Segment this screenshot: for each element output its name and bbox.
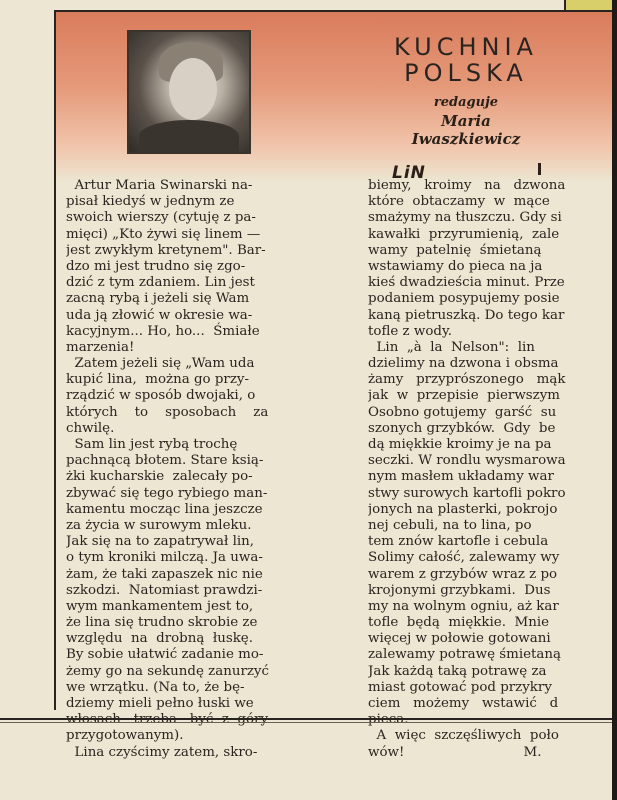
- article-text-line: ciem możemy wstawić d: [368, 696, 559, 711]
- article-text-line: o tym kroniki milczą. Ja uwa-: [66, 550, 263, 566]
- article-text-line: szkodzi. Natomiast prawdzi-: [66, 582, 263, 598]
- article-text-line: kieś dwadzieścia minut. Prze: [368, 275, 565, 291]
- article-text-line: które obtaczamy w mące: [368, 194, 550, 210]
- corner-color-strip: [564, 0, 614, 10]
- article-title: LiN: [392, 163, 426, 183]
- article-text-line: chwilę.: [66, 420, 115, 436]
- article-text-line: stwy surowych kartofli pokro: [368, 485, 566, 501]
- article-text-line: kacyjnym... Ho, ho... Śmiałe: [66, 323, 260, 339]
- article-text-line: Jak się na to zapatrywał lin,: [66, 534, 255, 550]
- byline-edited-by: redaguje: [433, 95, 499, 110]
- article-text-line: żam, że taki zapaszek nic nie: [66, 566, 263, 582]
- article-text-line: miast gotować pod przykry: [368, 679, 552, 695]
- column-header: [56, 12, 612, 182]
- article-text-line: zbywać się tego rybiego man-: [66, 485, 268, 501]
- header-tick-mark: [538, 163, 541, 175]
- column-title-line2: POLSKA: [404, 59, 528, 87]
- article-text-line: warem z grzybów wraz z po: [368, 566, 558, 582]
- article-text-line: podaniem posypujemy posie: [368, 291, 560, 307]
- article-text-line: Zatem jeżeli się „Wam uda: [66, 356, 255, 372]
- article-text-line: że lina się trudno skrobie ze: [66, 615, 258, 631]
- photo-face: [169, 58, 217, 120]
- article-text-line: tofle z wody.: [368, 323, 453, 339]
- article-text-line: szonych grzybków. Gdy be: [368, 420, 556, 436]
- article-text-line: Solimy całość, zalewamy wy: [368, 550, 560, 566]
- article-text-line: my na wolnym ogniu, aż kar: [368, 598, 559, 614]
- editor-byline: [356, 94, 576, 148]
- article-text-line: Lin „à la Nelson": lin: [368, 339, 535, 355]
- article-text-line: żemy go na sekundę zanurzyć: [66, 663, 269, 679]
- article-text-line: kupić lina, można go przy-: [66, 372, 249, 388]
- article-text-line: Lina czyścimy zatem, skro-: [66, 744, 258, 760]
- article-text-line: zacną rybą i jeżeli się Wam: [66, 291, 250, 307]
- article-text-line: pisał kiedyś w jednym ze: [66, 194, 235, 210]
- article-text-line: krojonymi grzybkami. Dus: [368, 582, 551, 598]
- article-text-line: wym mankamentem jest to,: [66, 598, 254, 614]
- article-text-line: żamy przyprószonego mąk: [368, 372, 566, 388]
- article-text-line: dzo mi jest trudno się zgo-: [66, 258, 246, 274]
- article-text-line: A więc szczęśliwych poło: [368, 728, 559, 744]
- bottom-border-thin-rule: [0, 722, 617, 723]
- article-text-line: wamy patelnię śmietaną: [368, 242, 542, 258]
- article-right-column: [368, 178, 614, 761]
- article-text-line: marzenia!: [66, 339, 135, 355]
- article-text-line: nej cebuli, na to lina, po: [368, 517, 532, 533]
- article-text-line: jak w przepisie pierwszym: [368, 388, 560, 404]
- article-text-line: względu na drobną łuskę.: [66, 631, 253, 647]
- article-text-line: nym masłem układamy war: [368, 469, 554, 485]
- article-text-line: swoich wierszy (cytuję z pa-: [66, 210, 256, 226]
- article-text-line: wów! M.: [368, 744, 542, 760]
- article-text-line: zalewamy potrawę śmietaną: [368, 647, 562, 663]
- article-text-line: za życia w surowym mleku.: [66, 517, 252, 533]
- article-text-line: kawałki przyrumienią, zale: [368, 226, 560, 242]
- column-title: [356, 34, 576, 86]
- article-text-line: seczki. W rondlu wysmarowa: [368, 453, 566, 469]
- article-text-line: uda ją złowić w okresie wa-: [66, 307, 253, 323]
- article-text-line: tem znów kartofle i cebula: [368, 534, 549, 550]
- article-text-line: których to sposobach za: [66, 404, 269, 420]
- article-text-line: pachnącą błotem. Stare ksią-: [66, 453, 264, 469]
- article-text-line: wstawiamy do pieca na ja: [368, 258, 543, 274]
- article-text-line: przygotowanym).: [66, 728, 184, 744]
- author-photo: [127, 30, 251, 154]
- article-text-line: rządzić w sposób dwojaki, o: [66, 388, 256, 404]
- article-text-line: kamentu mocząc lina jeszcze: [66, 501, 263, 517]
- article-text-line: więcej w połowie gotowani: [368, 631, 551, 647]
- column-title-line1: KUCHNIA: [394, 33, 538, 61]
- article-text-line: jest zwykłym kretynem". Bar-: [66, 242, 266, 258]
- article-text-line: smażymy na tłuszczu. Gdy si: [368, 210, 562, 226]
- bottom-border-rule: [0, 718, 617, 720]
- article-text-line: mięci) „Kto żywi się linem —: [66, 226, 261, 242]
- article-text-line: we wrzątku. (Na to, że bę-: [66, 679, 245, 695]
- right-page-edge: [612, 0, 617, 800]
- article-text-line: jonych na plasterki, pokrojo: [368, 501, 558, 517]
- article-text-line: Sam lin jest rybą trochę: [66, 437, 238, 452]
- article-text-line: Jak każdą taką potrawę za: [368, 663, 547, 679]
- article-text-line: [66, 712, 352, 728]
- article-text-line: dą miękkie kroimy je na pa: [368, 437, 552, 452]
- article-left-column: [66, 178, 352, 761]
- article-text-line: żki kucharskie zalecały po-: [66, 469, 253, 485]
- article-text-line: Artur Maria Swinarski na-: [66, 178, 253, 193]
- article-text-line: dzielimy na dzwona i obsma: [368, 356, 559, 372]
- article-text-line: [368, 712, 614, 728]
- article-text-line: dzić z tym zdaniem. Lin jest: [66, 275, 255, 291]
- article-text-line: dziemy mieli pełno łuski we: [66, 696, 254, 711]
- byline-surname: Iwaszkiewicz: [411, 130, 521, 148]
- article-text-line: Osobno gotujemy garść su: [368, 404, 557, 420]
- article-text-line: By sobie ułatwić zadanie mo-: [66, 647, 264, 663]
- byline-first-name: Maria: [441, 112, 491, 130]
- photo-shoulder: [139, 120, 239, 152]
- article-text-line: kaną pietruszką. Do tego kar: [368, 307, 565, 323]
- article-text-line: biemy, kroimy na dzwona: [368, 178, 566, 193]
- article-text-line: tofle będą miękkie. Mnie: [368, 615, 550, 631]
